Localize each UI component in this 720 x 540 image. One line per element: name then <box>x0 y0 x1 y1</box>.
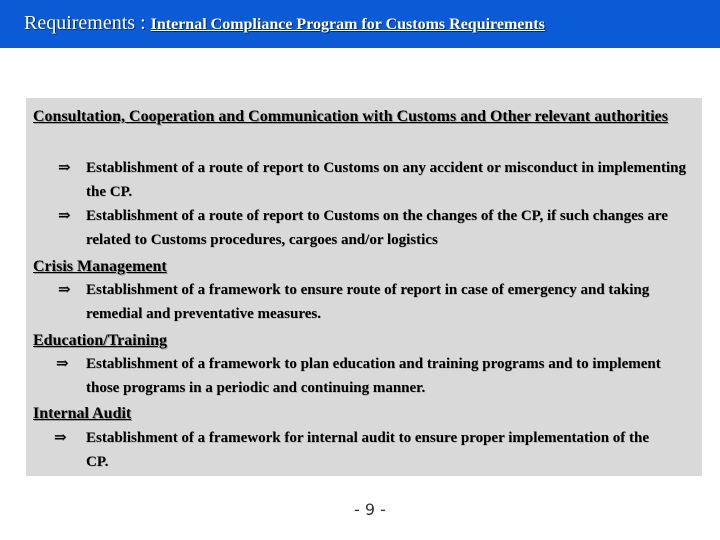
arrow-icon: ⇒ <box>58 208 71 224</box>
item-text: Establishment of a framework to plan education and training programs and to implement those programs in a periodic and continuing manner. <box>86 356 661 396</box>
section-heading-internal-audit: Internal Audit <box>33 405 132 422</box>
arrow-icon: ⇒ <box>58 160 71 176</box>
title-main: Requirements : <box>24 12 151 34</box>
item-text: Establishment of a route of report to Customs on any accident or misconduct in implementing the CP. <box>86 160 686 200</box>
section-heading-consultation: Consultation, Cooperation and Communication with Customs and Other relevant authorities <box>33 108 669 125</box>
section-heading-education: Education/Training <box>33 332 167 349</box>
list-item <box>56 352 686 400</box>
section-heading-crisis: Crisis Management <box>33 258 167 275</box>
page-number: - 9 - <box>354 500 386 519</box>
page-title <box>24 12 545 35</box>
title-bar <box>0 0 720 48</box>
item-text: Establishment of a framework to ensure route of report in case of emergency and taking remedial and preventative measures. <box>86 282 650 322</box>
arrow-icon: ⇒ <box>58 282 71 298</box>
list-item <box>58 278 688 326</box>
list-item <box>58 204 688 252</box>
title-subtitle: Internal Compliance Program for Customs Requirements <box>150 16 545 33</box>
list-item <box>58 156 688 204</box>
list-item <box>54 426 654 474</box>
item-text: Establishment of a route of report to Customs on the changes of the CP, if such changes are related to Customs procedures, cargoes and/or logistics <box>86 208 668 248</box>
arrow-icon: ⇒ <box>56 356 69 372</box>
content-panel <box>26 98 702 476</box>
arrow-icon: ⇒ <box>54 430 67 446</box>
item-text: Establishment of a framework for internal audit to ensure proper implementation of the CP. <box>86 430 650 470</box>
